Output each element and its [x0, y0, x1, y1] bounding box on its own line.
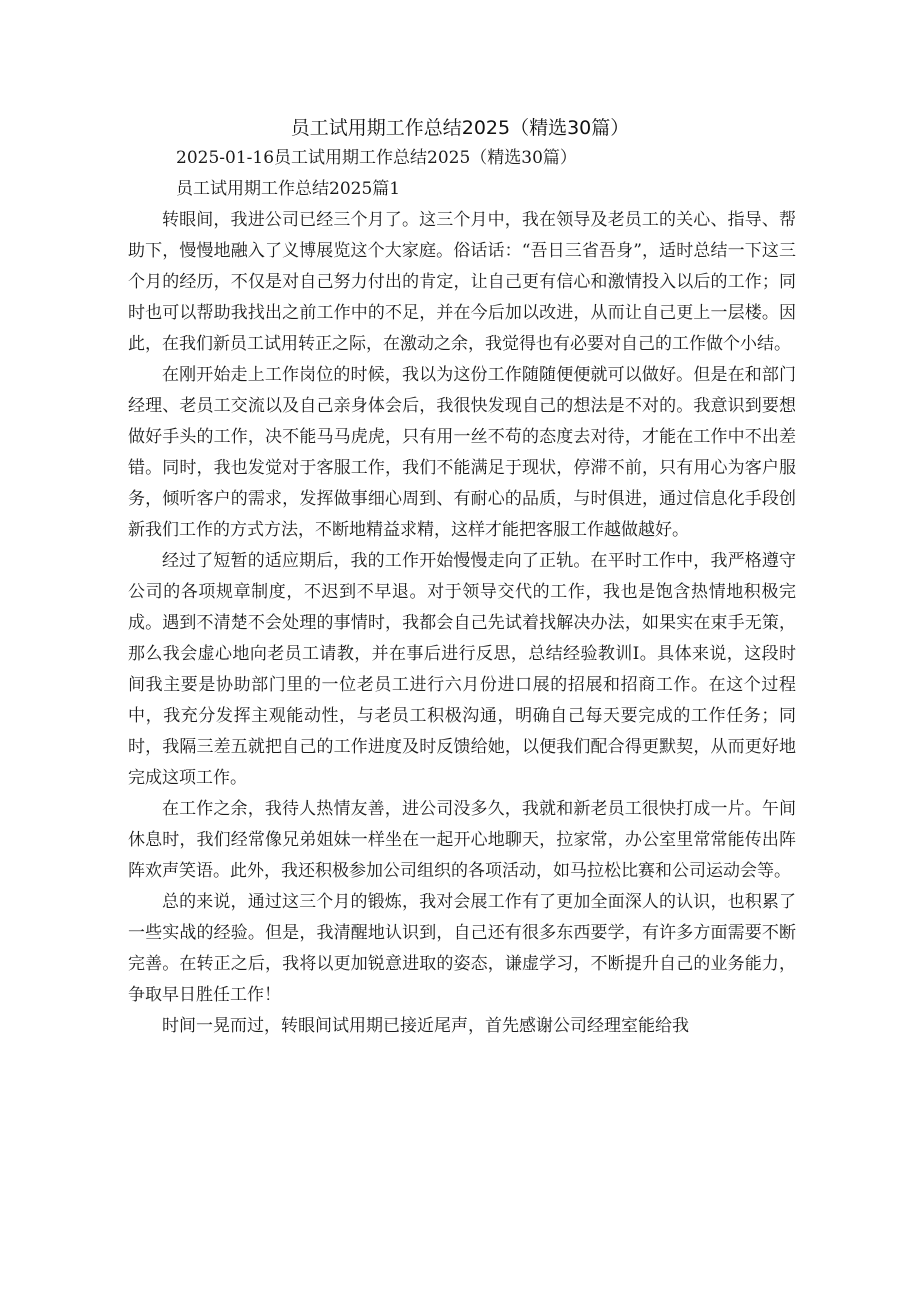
date-line: 2025-01-16员工试用期工作总结2025（精选30篇） — [176, 148, 577, 168]
paragraph: 总的来说，通过这三个月的锻炼，我对会展工作有了更加全面深人的认识，也积累了一些实战的经验。但是，我清醒地认识到，自己还有很多东西要学，有许多方面需要不断完善。在转正之后，我将以更加锐意进取的姿态，谦虚学习，不断提升自己的业务能力，争取早日胜任工作！ — [128, 892, 796, 1005]
document-title: 员工试用期工作总结2025（精选30篇） — [290, 117, 630, 139]
section-heading: 员工试用期工作总结2025篇1 — [176, 179, 401, 199]
paragraph: 在刚开始走上工作岗位的时候，我以为这份工作随随便便就可以做好。但是在和部门经理、老员工交流以及自己亲身体会后，我很快发现自己的想法是不对的。我意识到要想做好手头的工作，决不能马马虎虎，只有用一丝不苟的态度去对待，才能在工作中不出差错。同时，我也发觉对于客服工作，我们不能满足于现状，停滞不前，只有用心为客户服务，倾听客户的需求，发挥做事细心周到、有耐心的品质，与时俱进，通过信息化手段创新我们工作的方式方法，不断地精益求精，这样才能把客服工作越做越好。 — [128, 365, 796, 540]
paragraph: 在工作之余，我待人热情友善，进公司没多久，我就和新老员工很快打成一片。午间休息时，我们经常像兄弟姐妹一样坐在一起开心地聊天，拉家常，办公室里常常能传出阵阵欢声笑语。此外，我还积极参加公司组织的各项活动，如马拉松比赛和公司运动会等。 — [128, 799, 796, 881]
document-body — [128, 205, 796, 1042]
paragraph: 时间一晃而过，转眼间试用期已接近尾声，首先感谢公司经理室能给我 — [162, 1016, 689, 1036]
paragraph: 转眼间，我进公司已经三个月了。这三个月中，我在领导及老员工的关心、指导、帮助下，慢慢地融入了义博展览这个大家庭。俗话话：“吾日三省吾身”，适时总结一下这三个月的经历，不仅是对自己努力付出的肯定，让自己更有信心和激情投入以后的工作；同时也可以帮助我找出之前工作中的不足，并在今后加以改进，从而让自己更上一层楼。因此，在我们新员工试用转正之际，在激动之余，我觉得也有必要对自己的工作做个小结。 — [128, 210, 796, 354]
paragraph: 经过了短暂的适应期后，我的工作开始慢慢走向了正轨。在平时工作中，我严格遵守公司的各项规章制度，不迟到不早退。对于领导交代的工作，我也是饱含热情地积极完成。遇到不清楚不会处理的事情时，我都会自己先试着找解决办法，如果实在束手无策，那么我会虚心地向老员工请教，并在事后进行反思，总结经验教训I。具体来说，这段时间我主要是协助部门里的一位老员工进行六月份进口展的招展和招商工作。在这个过程中，我充分发挥主观能动性，与老员工积极沟通，明确自己每天要完成的工作任务；同时，我隔三差五就把自己的工作进度及时反馈给她，以便我们配合得更默契，从而更好地完成这项工作。 — [128, 551, 796, 788]
